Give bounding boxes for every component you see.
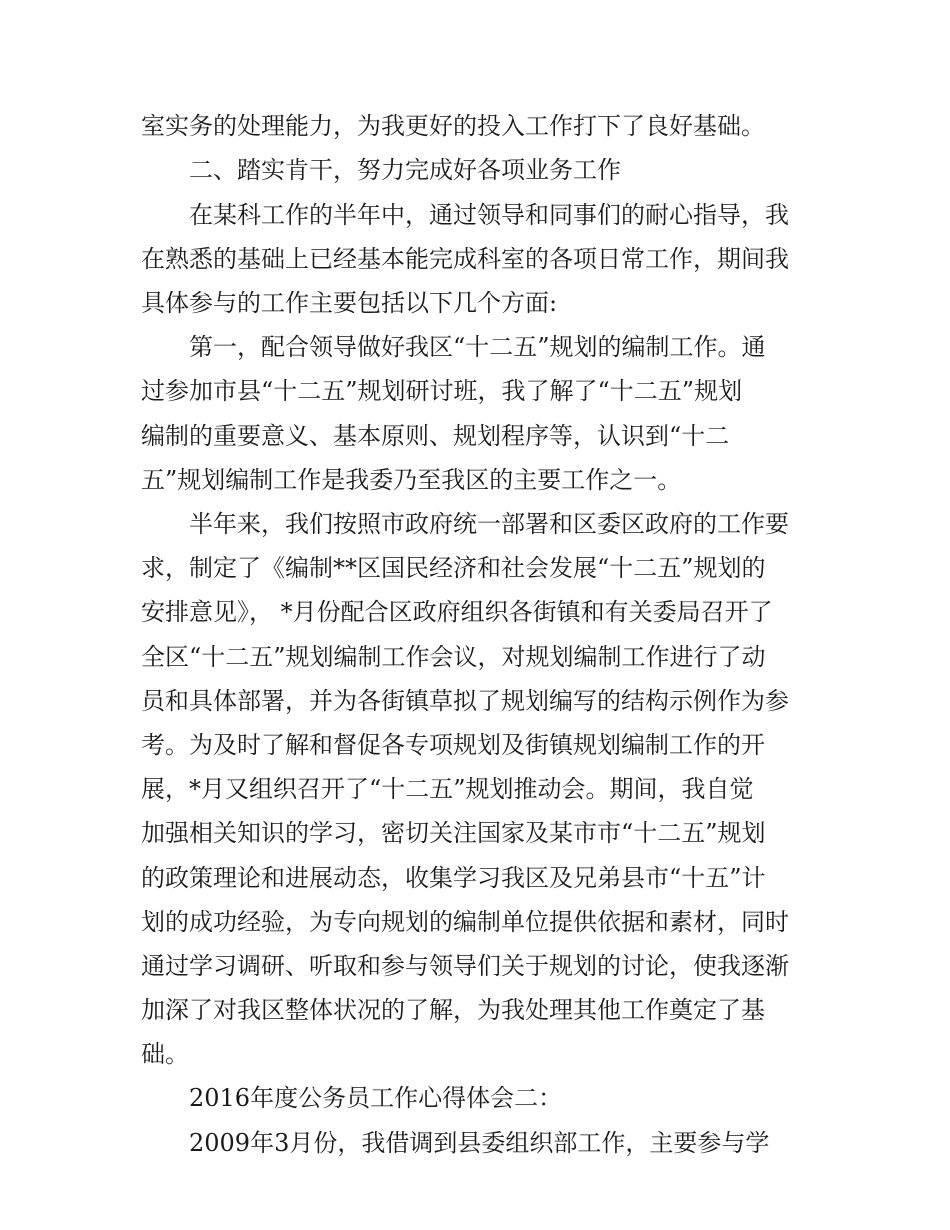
text-line: 第一，配合领导做好我区“十二五”规划的编制工作。通 [189, 333, 766, 361]
text-line: 员和具体部署，并为各街镇草拟了规划编写的结构示例作为参 [141, 687, 789, 715]
text-line: 的政策理论和进展动态，收集学习我区及兄弟县市“十五”计 [141, 864, 766, 892]
text-line: 通过学习调研、听取和参与领导们关于规划的讨论，使我逐渐 [141, 952, 789, 980]
text-line: 五”规划编制工作是我委乃至我区的主要工作之一。 [141, 466, 682, 494]
subtitle-line: 2016年度公务员工作心得体会二： [189, 1084, 563, 1112]
section-heading: 二、踏实肯干，努力完成好各项业务工作 [189, 156, 621, 184]
text-line: 加强相关知识的学习，密切关注国家及某市市“十二五”规划 [141, 819, 766, 847]
text-line: 室实务的处理能力，为我更好的投入工作打下了良好基础。 [141, 112, 765, 140]
text-line: 2009年3月份，我借调到县委组织部工作，主要参与学 [189, 1129, 770, 1157]
text-line: 在熟悉的基础上已经基本能完成科室的各项日常工作，期间我 [141, 245, 789, 273]
text-line: 础。 [141, 1040, 189, 1068]
text-line: 在某科工作的半年中，通过领导和同事们的耐心指导，我 [189, 201, 789, 229]
text-line: 求，制定了《编制**区国民经济和社会发展“十二五”规划的 [141, 554, 766, 582]
text-line: 半年来，我们按照市政府统一部署和区委区政府的工作要 [189, 510, 789, 538]
text-line: 过参加市县“十二五”规划研讨班，我了解了“十二五”规划 [141, 377, 743, 405]
text-line: 加深了对我区整体状况的了解，为我处理其他工作奠定了基 [141, 996, 765, 1024]
text-line: 展，*月又组织召开了“十二五”规划推动会。期间，我自觉 [141, 775, 754, 803]
text-line: 编制的重要意义、基本原则、规划程序等，认识到“十二 [141, 422, 730, 450]
text-line: 考。为及时了解和督促各专项规划及街镇规划编制工作的开 [141, 731, 765, 759]
text-line: 划的成功经验，为专向规划的编制单位提供依据和素材，同时 [141, 908, 789, 936]
text-line: 安排意见》， *月份配合区政府组织各街镇和有关委局召开了 [141, 598, 773, 626]
text-line: 全区“十二五”规划编制工作会议，对规划编制工作进行了动 [141, 643, 766, 671]
text-line: 具体参与的工作主要包括以下几个方面: [141, 289, 558, 317]
